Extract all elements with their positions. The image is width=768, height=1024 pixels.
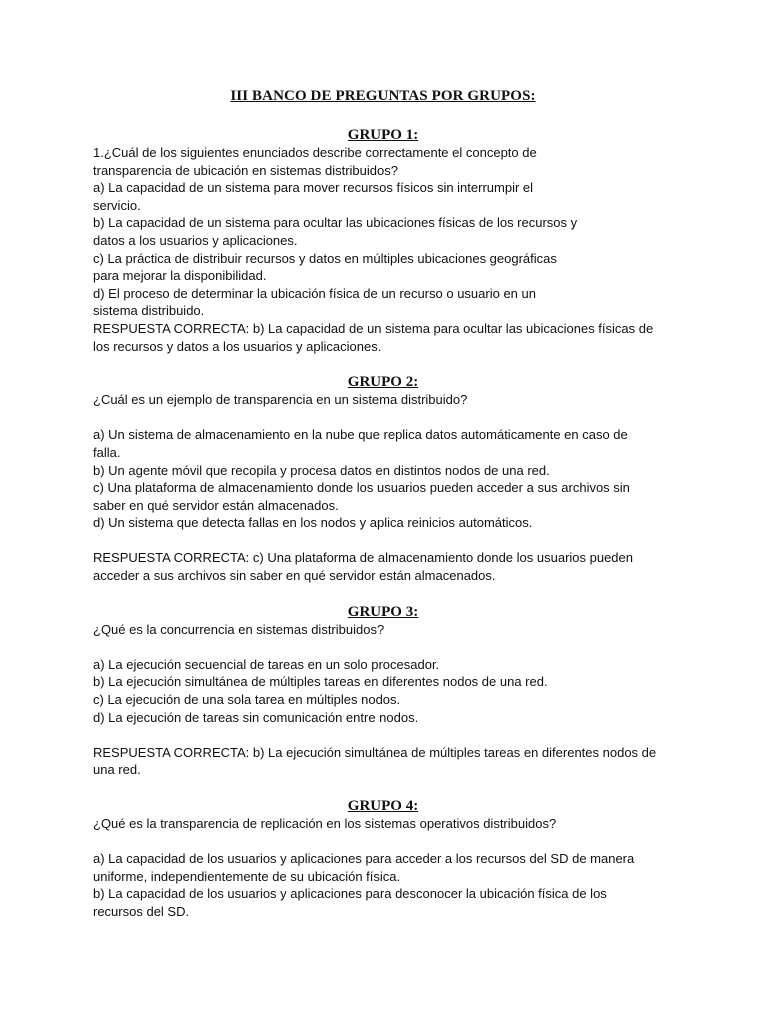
question-line: a) La capacidad de un sistema para mover recursos físicos sin interrumpir el [93,180,534,196]
question-line: transparencia de ubicación en sistemas distribuidos? [93,162,398,178]
question-line: datos a los usuarios y aplicaciones. [93,232,298,248]
group-heading: GRUPO 4: [347,798,419,814]
group-spacer [93,779,673,797]
answer-line: RESPUESTA CORRECTA: b) La ejecución simultánea de múltiples tareas en diferentes nodos de [93,744,657,760]
blank-line [93,409,673,427]
question-line: una red. [93,762,141,778]
question-line: b) La ejecución simultánea de múltiples tareas en diferentes nodos de una red. [93,674,548,690]
question-line: ¿Cuál es un ejemplo de transparencia en un sistema distribuido? [93,392,468,408]
question-line: a) La ejecución secuencial de tareas en un solo procesador. [93,656,440,672]
question-line: d) El proceso de determinar la ubicación física de un recurso o usuario en un [93,285,536,301]
question-line: c) Una plataforma de almacenamiento donde los usuarios pueden acceder a sus archivos sin [93,480,630,496]
question-line: acceder a sus archivos sin saber en qué servidor están almacenados. [93,568,496,584]
question-line: d) Un sistema que detecta fallas en los nodos y aplica reinicios automáticos. [93,515,533,531]
group-heading: GRUPO 3: [347,603,419,620]
question-line: b) La capacidad de los usuarios y aplicaciones para desconocer la ubicación física de los [93,886,607,902]
question-line: saber en qué servidor están almacenados. [93,497,339,513]
group-heading: GRUPO 1: [347,127,419,143]
group-spacer [93,585,673,603]
question-group [93,126,673,355]
question-line: servicio. [93,197,141,213]
question-line: d) La ejecución de tareas sin comunicación entre nodos. [93,709,419,725]
blank-line [93,833,673,851]
question-line: 1.¿Cuál de los siguientes enunciados describe correctamente el concepto de [93,145,537,160]
question-groups [93,126,673,921]
question-line: sistema distribuido. [93,303,205,319]
question-line: recursos del SD. [93,903,190,919]
question-line: a) La capacidad de los usuarios y aplicaciones para acceder a los recursos del SD de manera [93,851,635,867]
document-body [93,86,673,921]
group-heading: GRUPO 2: [347,374,419,391]
question-line: a) Un sistema de almacenamiento en la nube que replica datos automáticamente en caso de [93,427,628,443]
question-line: falla. [93,444,121,460]
group-spacer [93,355,673,373]
blank-line [93,726,673,744]
question-line: c) La práctica de distribuir recursos y datos en múltiples ubicaciones geográficas [93,250,557,266]
question-group [93,603,673,779]
question-group [93,373,673,585]
question-line: b) La capacidad de un sistema para ocultar las ubicaciones físicas de los recursos y [93,215,578,231]
blank-line [93,638,673,656]
question-line: para mejorar la disponibilidad. [93,268,267,284]
blank-line [93,532,673,550]
question-line: ¿Qué es la transparencia de replicación en los sistemas operativos distribuidos? [93,816,557,831]
question-line: uniforme, independientemente de su ubicación física. [93,868,401,884]
answer-line: RESPUESTA CORRECTA: b) La capacidad de un sistema para ocultar las ubicaciones físicas de [93,320,654,336]
document-title: III BANCO DE PREGUNTAS POR GRUPOS: [230,88,536,104]
question-line: b) Un agente móvil que recopila y procesa datos en distintos nodos de una red. [93,462,550,478]
question-line: ¿Qué es la concurrencia en sistemas distribuidos? [93,621,385,637]
answer-line: RESPUESTA CORRECTA: c) Una plataforma de almacenamiento donde los usuarios pueden [93,550,634,566]
question-line: los recursos y datos a los usuarios y aplicaciones. [93,338,382,354]
question-line: c) La ejecución de una sola tarea en múltiples nodos. [93,692,401,708]
question-group [93,797,673,921]
